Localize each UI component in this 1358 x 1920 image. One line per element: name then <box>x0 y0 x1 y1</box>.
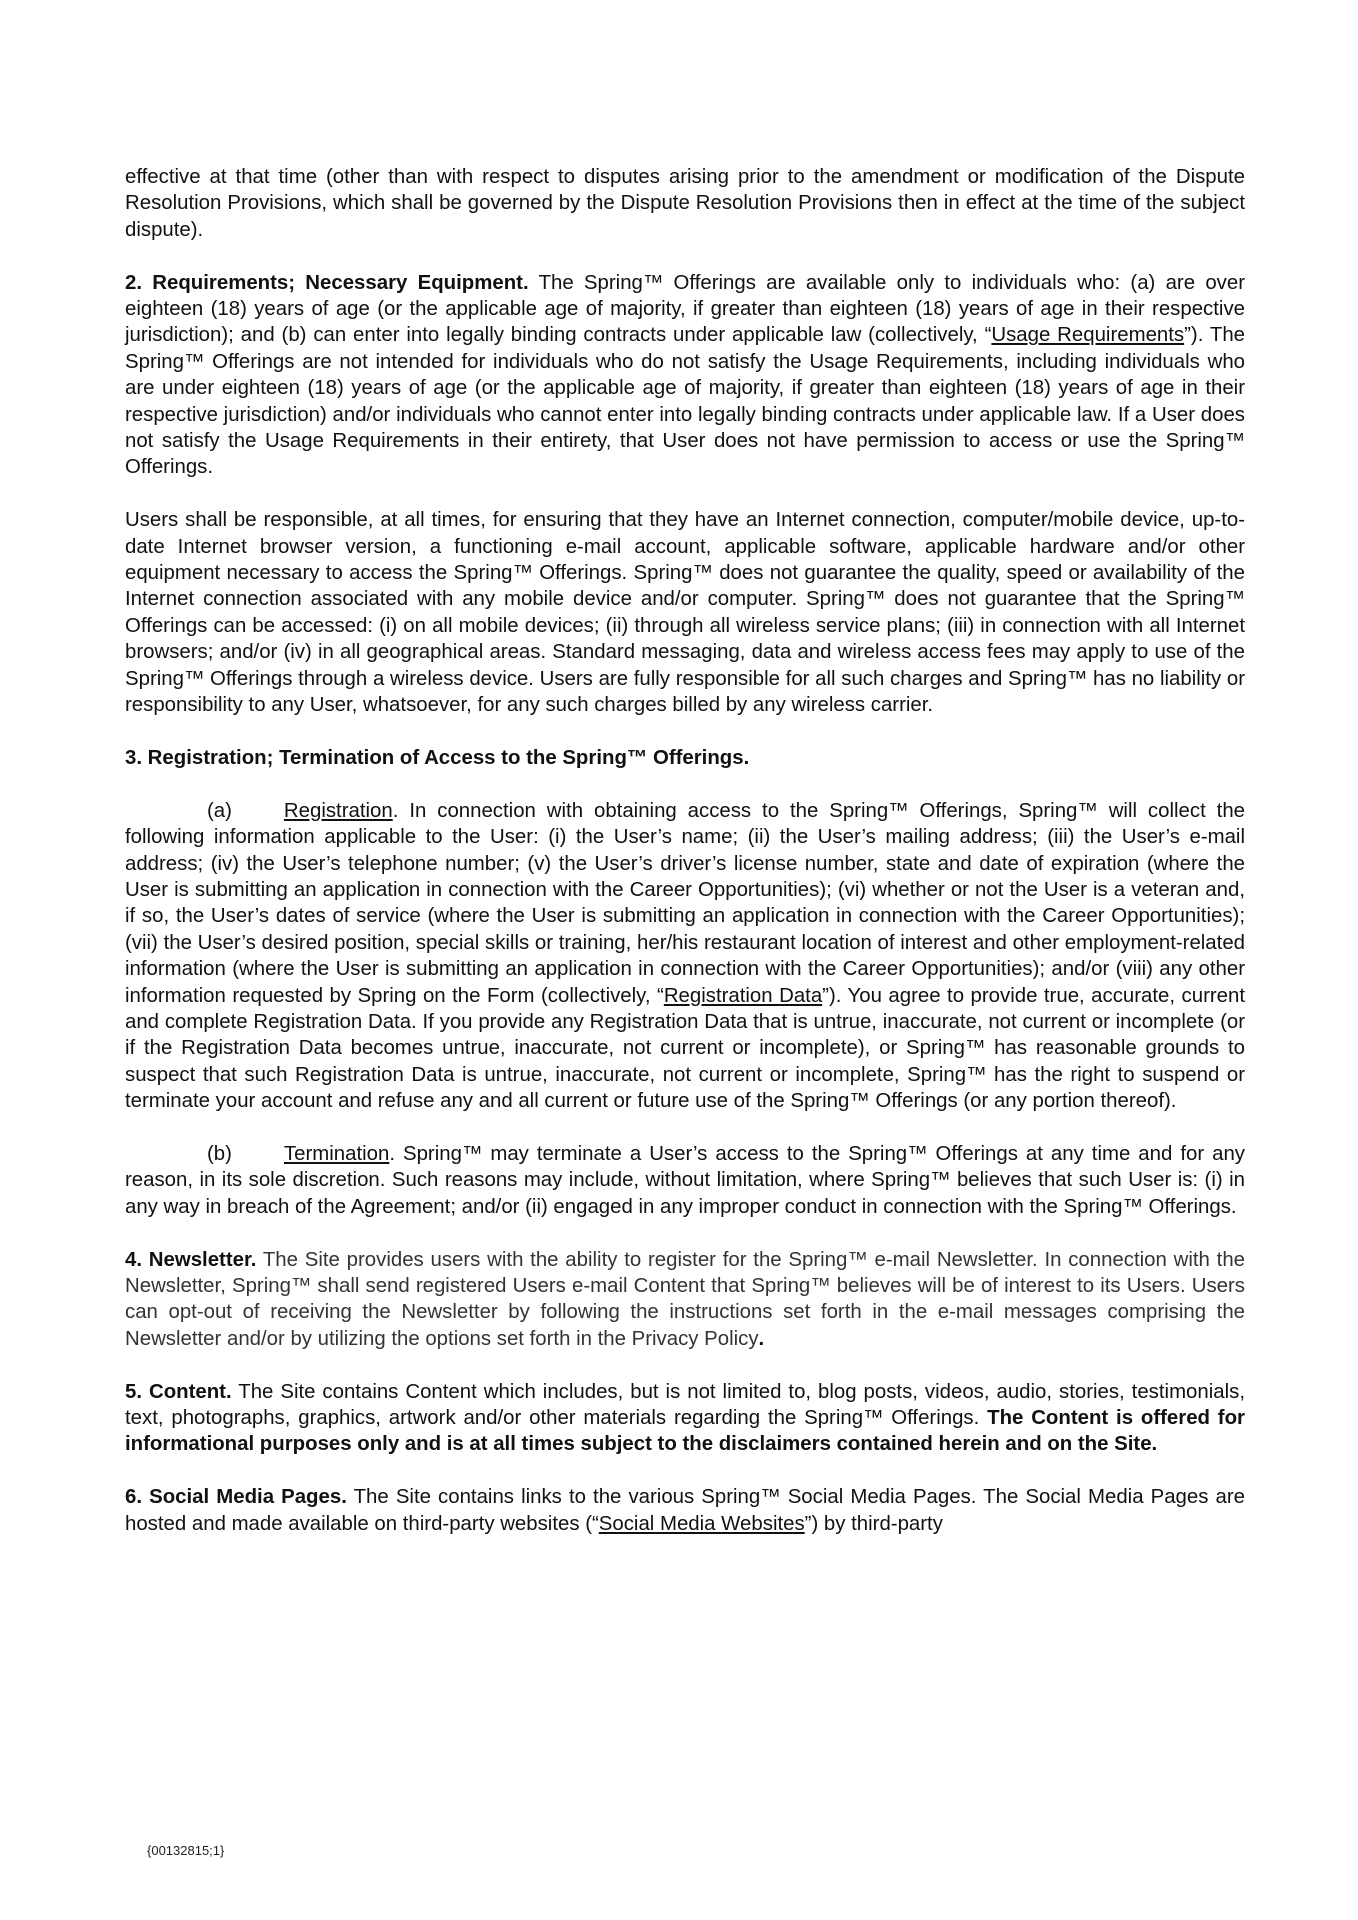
intro-paragraph: effective at that time (other than with respect to disputes arising prior to the amendment or modification of the Dispute Resolution Provisions, which shall be governed by the Dispute Resolution Provisions then in effect at the time of the subject dispute). <box>125 166 1245 241</box>
section-6-heading: 6. Social Media Pages. <box>125 1486 347 1509</box>
registration-data-term: Registration Data <box>663 984 823 1007</box>
section-3-heading: 3. Registration; Termination of Access to the Spring™ Offerings. <box>125 746 750 769</box>
section-2-heading: 2. Requirements; Necessary Equipment. <box>125 271 529 294</box>
section-6-paragraph <box>125 1484 1245 1537</box>
section-4-heading: 4. Newsletter. <box>125 1248 257 1271</box>
section-4-text: The Site provides users with the ability to register for the Spring™ e-mail Newsletter. In connection with the Newsletter, Spring™ shall send registered Users e-mail Content that Spring™ believes will be of interest to its Users. Users can opt-out of receiving the Newsletter by following the instructions set forth in the e-mail messages comprising the Newsletter and/or by utilizing the options set forth in the Privacy Policy <box>125 1248 1245 1350</box>
section-4-paragraph <box>125 1247 1245 1353</box>
section-4-end: . <box>758 1327 765 1350</box>
section-3a-paragraph <box>125 798 1245 1115</box>
footer-document-code: {00132815;1} <box>147 1843 225 1858</box>
social-media-websites-term: Social Media Websites <box>598 1512 805 1535</box>
section-2-paragraph-1 <box>125 270 1245 481</box>
section-2-paragraph-2: Users shall be responsible, at all times, for ensuring that they have an Internet connection, computer/mobile device, up-to-date Internet browser version, a functioning e-mail account, applicable software, applicable hardware and/or other equipment necessary to access the Spring™ Offerings. Spring™ does not guarantee the quality, speed or availability of the Internet connection associated with any mobile device and/or computer. Spring™ does not guarantee that the Spring™ Offerings can be accessed: (i) on all mobile devices; (ii) through all wireless service plans; (iii) in connection with all Internet browsers; and/or (iv) in all geographical areas. Standard messaging, data and wireless access fees may apply to use of the Spring™ Offerings through a wireless device. Users are fully responsible for all such charges and Spring™ has no liability or responsibility to any User, whatsoever, for any such charges billed by any wireless carrier. <box>125 509 1245 717</box>
section-3b-text: . Spring™ may terminate a User’s access to the Spring™ Offerings at any time and for any reason, in its sole discretion. Such reasons may include, without limitation, where Spring™ believes that such User is: (i) in any way in breach of the Agreement; and/or (ii) engaged in any improper conduct in connection with the Spring™ Offerings. <box>125 1142 1245 1218</box>
section-5-bold-text: The Content is offered for informational purposes only and is at all times subject to the disclaimers contained herein and on the Site. <box>125 1406 1245 1456</box>
section-5-text: The Site contains Content which includes, but is not limited to, blog posts, videos, audio, stories, testimonials, text, photographs, graphics, artwork and/or other materials regarding the Spring™ Offerings. <box>125 1380 1245 1429</box>
section-3a-text-1: . In connection with obtaining access to the Spring™ Offerings, Spring™ will collect the following information applicable to the User: (i) the User’s name; (ii) the User’s mailing address; (iii) the User’s e-mail address; (iv) the User’s telephone number; (v) the User’s driver’s license number, state and date of expiration (where the User is submitting an application in connection with the Career Opportunities); (vi) whether or not the User is a veteran and, if so, the User’s dates of service (where the User is submitting an application in connection with the Career Opportunities); (vii) the User’s desired position, special skills or training, her/his restaurant location of interest and other employment-related information (where the User is submitting an application in connection with the Career Opportunities); and/or (viii) any other information requested by Spring on the Form (collectively, “ <box>125 799 1245 1007</box>
section-3b-paragraph <box>125 1141 1245 1220</box>
section-3a-text-2: ”). You agree to provide true, accurate, current and complete Registration Data. If you provide any Registration Data that is untrue, inaccurate, not current or incomplete (or if the Registration Data becomes untrue, inaccurate, not current or incomplete), or Spring™ has reasonable grounds to suspect that such Registration Data is untrue, inaccurate, not current or incomplete, Spring™ has the right to suspend or terminate your account and refuse any and all current or future use of the Spring™ Offerings (or any portion thereof). <box>125 984 1245 1113</box>
section-2-text-b: ”). The Spring™ Offerings are not intended for individuals who do not satisfy the Usage Requirements, including individuals who are under eighteen (18) years of age (or the applicable age of majority, if greater than eighteen (18) years of age in their respective jurisdiction) and/or individuals who cannot enter into legally binding contracts under applicable law. If a User does not satisfy the Usage Requirements in their entirety, that User does not have permission to access or use the Spring™ Offerings. <box>125 324 1246 479</box>
section-2-text-a: The Spring™ Offerings are available only to individuals who: (a) are over eighteen (18) years of age (or the applicable age of majority, if greater than eighteen (18) years of age in their respective jurisdiction); and (b) can enter into legally binding contracts under applicable law (collectively, “ <box>125 271 1245 347</box>
section-3b-marker: (b) <box>207 1142 232 1165</box>
section-3a-marker: (a) <box>207 799 232 822</box>
section-5-paragraph <box>125 1379 1245 1458</box>
section-6-text-2: ”) by third-party <box>804 1512 943 1535</box>
termination-title: Termination <box>283 1142 390 1165</box>
section-6-text-1: The Site contains links to the various Spring™ Social Media Pages. The Social Media Pages are hosted and made available on third-party websites (“ <box>125 1486 1245 1535</box>
section-5-heading: 5. Content. <box>125 1380 232 1403</box>
usage-requirements-term: Usage Requirements <box>991 324 1185 347</box>
registration-title: Registration <box>283 799 393 822</box>
document-page <box>125 164 1245 1563</box>
